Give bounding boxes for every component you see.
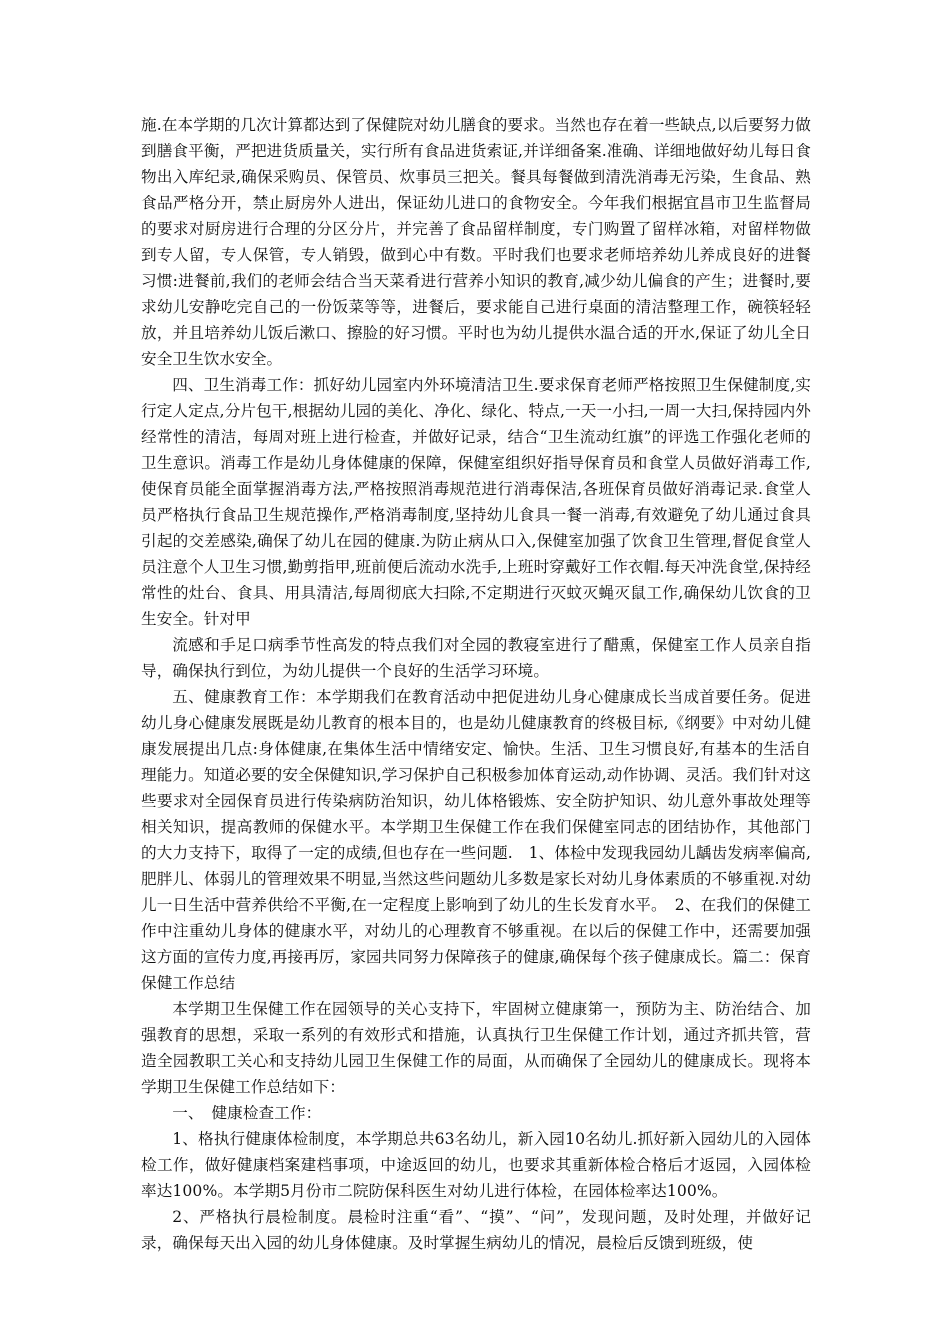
paragraph-diet: 施.在本学期的几次计算都达到了保健院对幼儿膳食的要求。当然也存在着一些缺点,以后要努力做到膳食平衡，严把进货质量关，实行所有食品进货索证,并详细备案.准确、详细地做好幼儿每日食物出入库纪录,确保采购员、保管员、炊事员三把关。餐具每餐做到清洗消毒无污染，生食品、熟食品严格分开，禁止厨房外人进出，保证幼儿进口的食物安全。今年我们根据宜昌市卫生监督局的要求对厨房进行合理的分区分片，并完善了食品留样制度，专门购置了留样冰箱，对留样物做到专人留，专人保管，专人销毁，做到心中有数。平时我们也要求老师培养幼儿养成良好的进餐习惯:进餐前,我们的老师会结合当天菜肴进行营养小知识的教育,减少幼儿偏食的产生；进餐时,要求幼儿安静吃完自己的一份饭菜等等，进餐后，要求能自己进行桌面的清洁整理工作，碗筷轻轻放，并且培养幼儿饭后漱口、擦脸的好习惯。平时也为幼儿提供水温合适的开水,保证了幼儿全日安全卫生饮水安全。 — [141, 116, 811, 368]
paragraph-summary-intro: 本学期卫生保健工作在园领导的关心支持下，牢固树立健康第一，预防为主、防治结合、加强教育的思想，采取一系列的有效形式和措施，认真执行卫生保健工作计划，通过齐抓共管，营造全园教职工关心和支持幼儿园卫生保健工作的局面，从而确保了全园幼儿的健康成长。现将本学期卫生保健工作总结如下： — [141, 1000, 811, 1096]
document-page — [141, 112, 811, 1256]
paragraph-physical-exam: 1、格执行健康体检制度，本学期总共63名幼儿，新入园10名幼儿.抓好新入园幼儿的入园体检工作，做好健康档案建档事项，中途返回的幼儿，也要求其重新体检合格后才返园，入园体检率达100%。本学期5月份市二院防保科医生对幼儿进行体检，在园体检率达100%。 — [141, 1130, 811, 1200]
paragraph-flu-season: 流感和手足口病季节性高发的特点我们对全园的教寝室进行了醋熏，保健室工作人员亲自指导，确保执行到位，为幼儿提供一个良好的生活学习环境。 — [141, 636, 811, 680]
paragraph-morning-check: 2、严格执行晨检制度。晨检时注重“看”、“摸”、“问”，发现问题，及时处理，并做好记录，确保每天出入园的幼儿身体健康。及时掌握生病幼儿的情况，晨检后反馈到班级，使 — [141, 1208, 811, 1252]
paragraph-disinfection: 四、卫生消毒工作：抓好幼儿园室内外环境清洁卫生.要求保育老师严格按照卫生保健制度,实行定人定点,分片包干,根据幼儿园的美化、净化、绿化、特点,一天一小扫,一周一大扫,保持园内外经常性的清洁，每周对班上进行检查，并做好记录，结合“卫生流动红旗”的评选工作强化老师的卫生意识。消毒工作是幼儿身体健康的保障，保健室组织好指导保育员和食堂人员做好消毒工作,使保育员能全面掌握消毒方法,严格按照消毒规范进行消毒保洁,各班保育员做好消毒记录.食堂人员严格执行食品卫生规范操作,严格消毒制度,坚持幼儿食具一餐一消毒,有效避免了幼儿通过食具引起的交差感染,确保了幼儿在园的健康.为防止病从口入,保健室加强了饮食卫生管理,督促食堂人员注意个人卫生习惯,勤剪指甲,班前便后流动水洗手,上班时穿戴好工作衣帽.每天冲洗食堂,保持经常性的灶台、食具、用具清洁,每周彻底大扫除,不定期进行灭蚊灭蝇灭鼠工作,确保幼儿饮食的卫生安全。针对甲 — [141, 376, 811, 628]
section-heading-health-check: 一、 健康检查工作： — [172, 1104, 322, 1122]
paragraph-health-education: 五、健康教育工作：本学期我们在教育活动中把促进幼儿身心健康成长当成首要任务。促进幼儿身心健康发展既是幼儿教育的根本目的，也是幼儿健康教育的终极目标,《纲要》中对幼儿健康发展提出几点:身体健康,在集体生活中情绪安定、愉快。生活、卫生习惯良好,有基本的生活自理能力。知道必要的安全保健知识,学习保护自己积极参加体育运动,动作协调、灵活。我们针对这些要求对全园保育员进行传染病防治知识，幼儿体格锻炼、安全防护知识、幼儿意外事故处理等相关知识，提高教师的保健水平。本学期卫生保健工作在我们保健室同志的团结协作，其他部门的大力支持下，取得了一定的成绩,但也存在一些问题. 1、体检中发现我园幼儿龋齿发病率偏高,肥胖儿、体弱儿的管理效果不明显,当然这些问题幼儿多数是家长对幼儿身体素质的不够重视.对幼儿一日生活中营养供给不平衡,在一定程度上影响到了幼儿的生长发育水平。 2、在我们的保健工作中注重幼儿身体的健康水平，对幼儿的心理教育不够重视。在以后的保健工作中，还需要加强这方面的宣传力度,再接再厉，家园共同努力保障孩子的健康,确保每个孩子健康成长。篇二：保育保健工作总结 — [141, 688, 811, 992]
